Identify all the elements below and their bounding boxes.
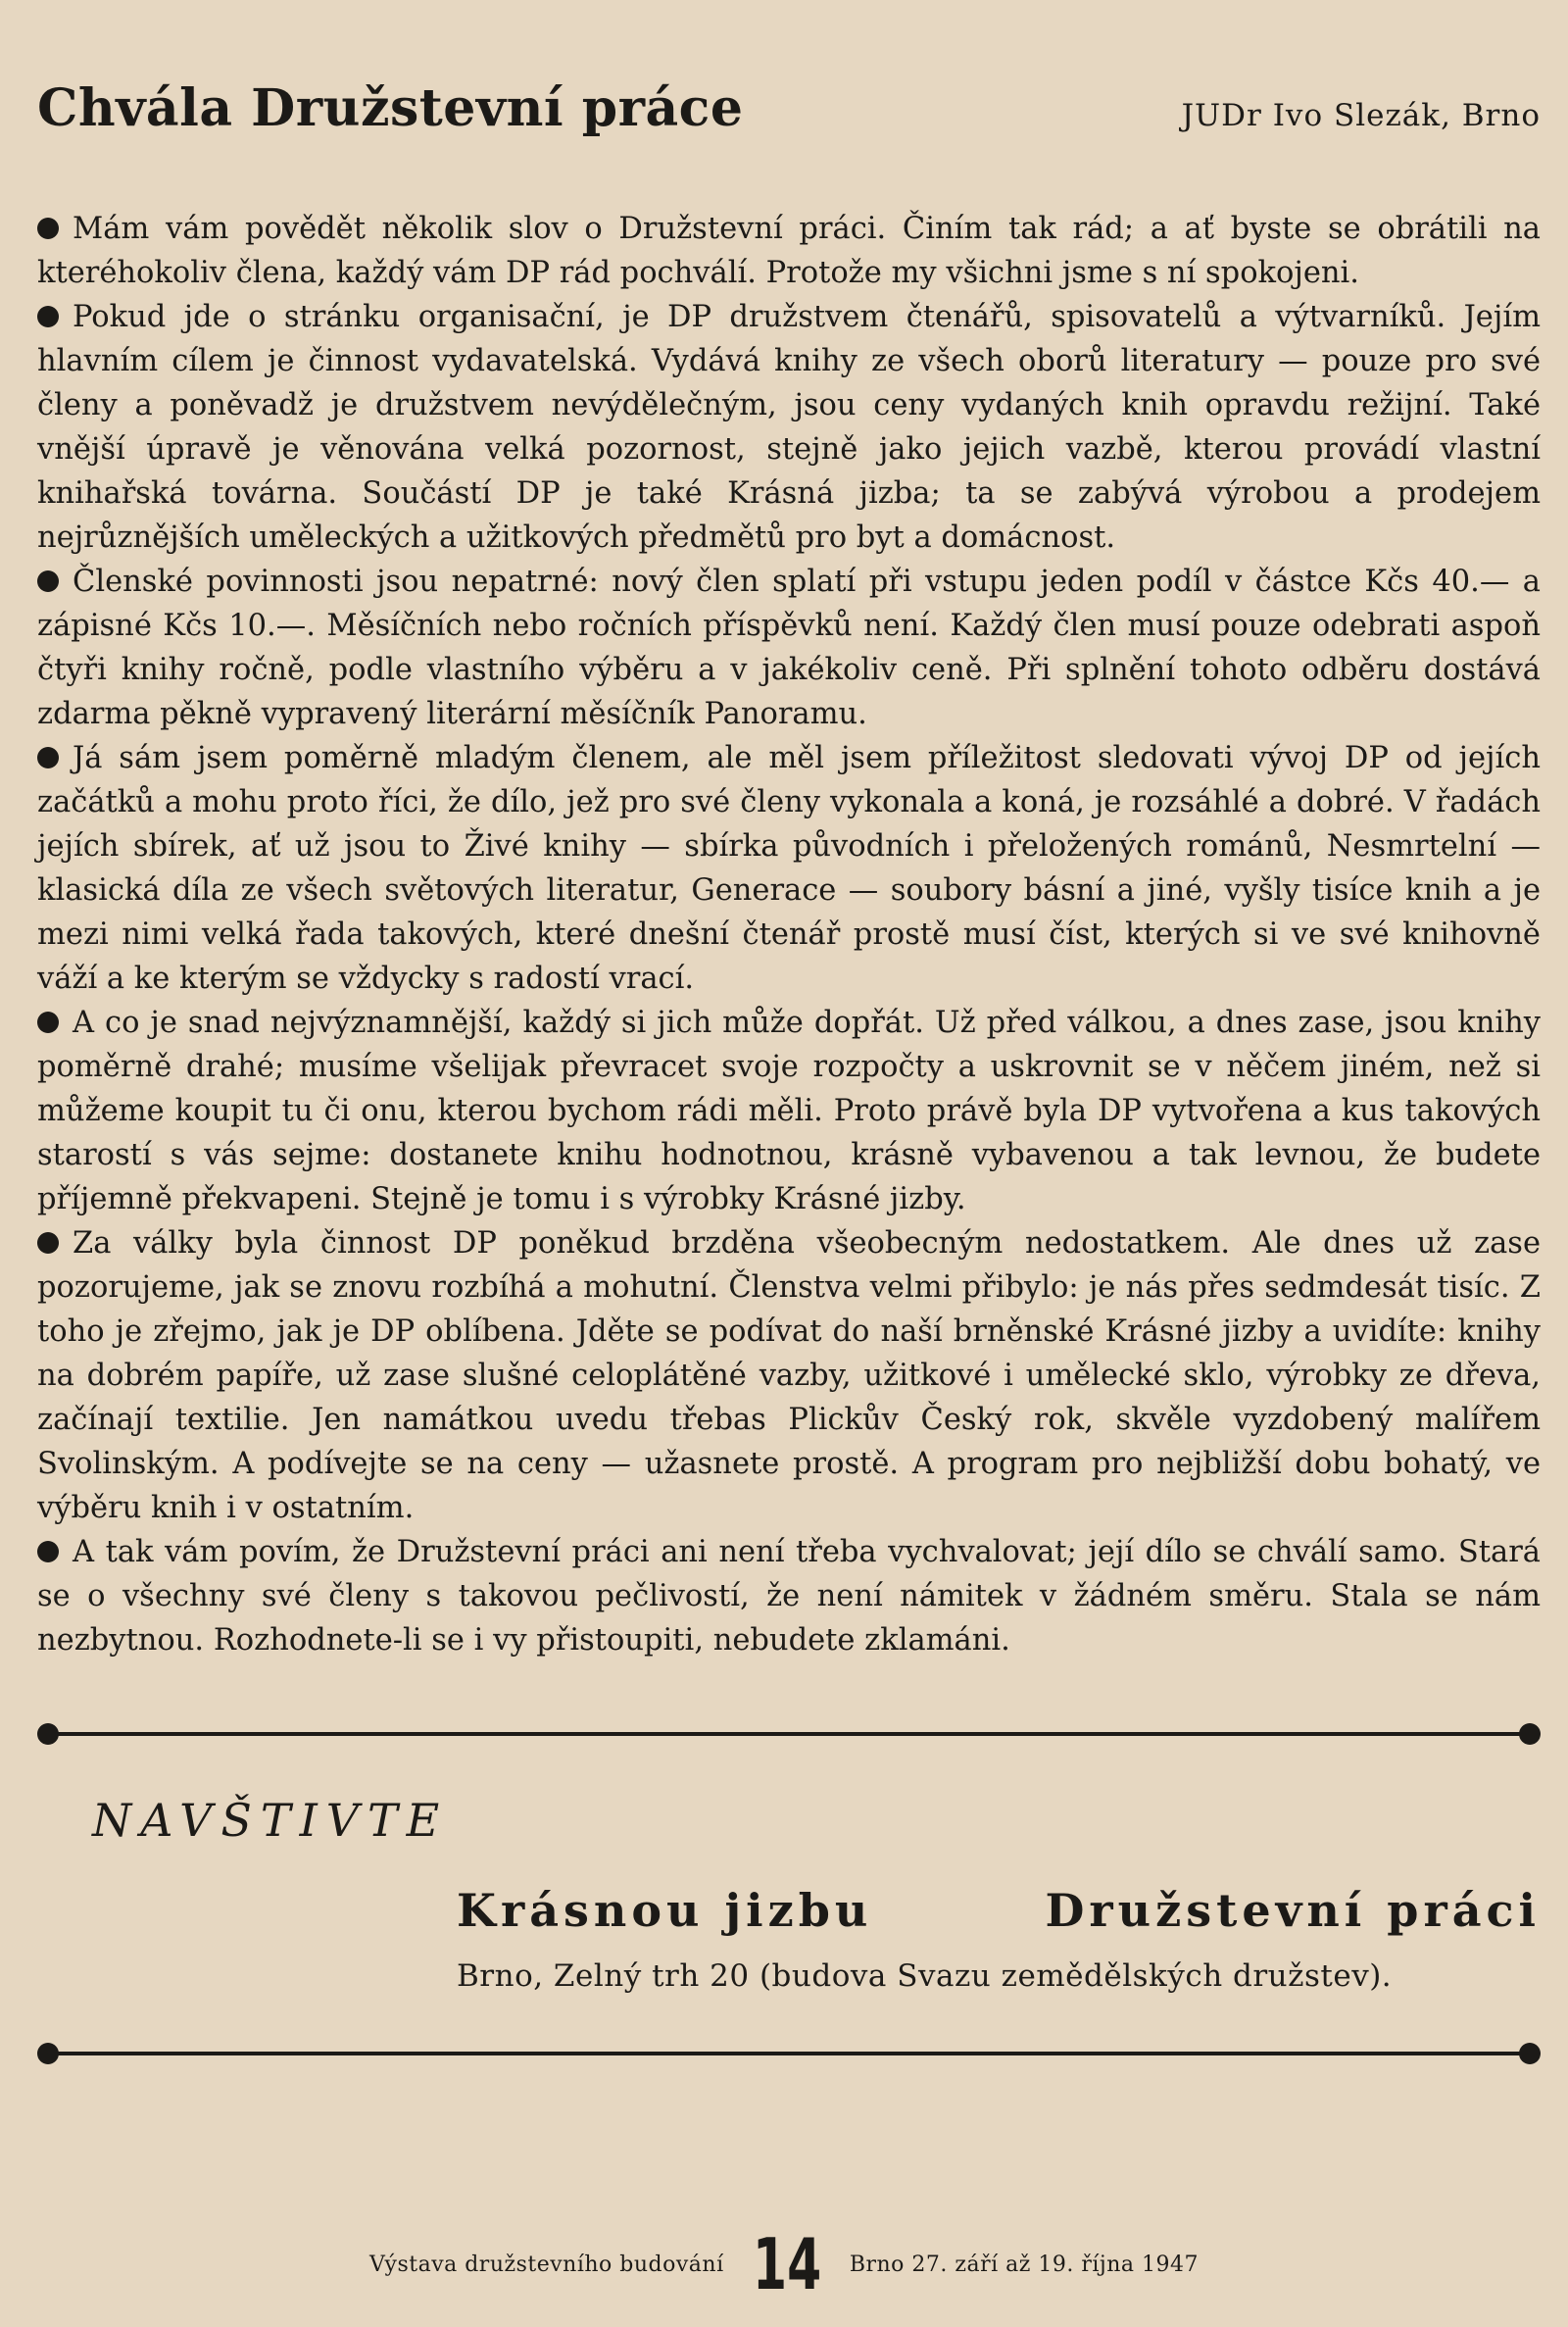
article-header [37,78,1541,138]
bullet-icon [37,1012,59,1033]
page [37,78,1541,2064]
divider-line [47,2052,1531,2055]
bullet-icon [37,747,59,768]
visit-address: Brno, Zelný trh 20 (budova Svazu zemědělských družstev). [457,1958,1393,1994]
article-author: JUDr Ivo Slezák, Brno [1181,98,1541,133]
article-paragraph: A tak vám povím, že Družstevní práci ani není třeba vychvalovat; její dílo se chválí samo. Stará se o všechny své členy s takovou pečlivostí, že není námitek v žádném směru. Stala se nám nezbytnou. Rozhodnete-li se i vy přistoupiti, nebudete zklamáni. [37,1535,1541,1658]
bullet-icon [37,570,59,592]
article-body [37,207,1541,1662]
page-number: 14 [752,2223,821,2305]
page-footer [0,2223,1568,2305]
article-paragraph: A co je snad nejvýznamnější, každý si jich může dopřát. Už před válkou, a dnes zase, jsou knihy poměrně drahé; musíme všelijak převracet svoje rozpočty a uskrovnit se v něčem jiném, než si můžeme koupit tu či onu, kterou bychom rádi měli. Proto právě byla DP vytvořena a kus takových starostí s vás sejme: dostanete knihu hodnotnou, krásně vybavenou a tak levnou, že budete příjemně překvapeni. Stejně je tomu i s výrobky Krásné jizby. [37,1006,1541,1216]
article-paragraph: Členské povinnosti jsou nepatrné: nový člen splatí při vstupu jeden podíl v částce Kčs 40.— a zápisné Kčs 10.—. Měsíčních nebo ročních příspěvků není. Každý člen musí pouze odebrati aspoň čtyři knihy ročně, podle vlastního výběru a v jakékoliv ceně. Při splnění tohoto odběru dostává zdarma pěkně vypravený literární měsíčník Panoramu. [37,565,1541,731]
article-paragraph: Pokud jde o stránku organisační, je DP družstvem čtenářů, spisovatelů a výtvarníků. Jejím hlavním cílem je činnost vydavatelská. Vydává knihy ze všech oborů literatury — pouze pro své členy a poněvadž je družstvem nevýdělečným, jsou ceny vydaných knih opravdu režijní. Také vnější úpravě je věnována velká pozornost, stejně jako jejich vazbě, kterou provádí vlastní knihařská továrna. Součástí DP je také Krásná jizba; ta se zabývá výrobou a prodejem nejrůznějších uměleckých a užitkových předmětů pro byt a domácnost. [37,300,1541,555]
bullet-icon [37,306,59,327]
visit-box [37,1745,1541,2043]
divider-dot-icon [1519,1723,1541,1745]
visit-heading: NAVŠTIVTE [92,1794,449,1847]
divider-line [47,1732,1531,1736]
divider-dot-icon [1519,2043,1541,2064]
footer-right-text: Brno 27. září až 19. října 1947 [849,2252,1199,2277]
divider-bottom [37,2043,1541,2064]
article-paragraph: Mám vám povědět několik slov o Družstevní práci. Činím tak rád; a ať byste se obrátili na kteréhokoliv člena, každý vám DP rád pochválí. Protože my všichni jsme s ní spokojeni. [37,212,1541,290]
bullet-icon [37,1232,59,1254]
divider-top [37,1723,1541,1745]
article-paragraph: Za války byla činnost DP poněkud brzděna všeobecným nedostatkem. Ale dnes už zase pozorujeme, jak se znovu rozbíhá a mohutní. Členstva velmi přibylo: je nás přes sedmdesát tisíc. Z toho je zřejmo, jak je DP oblíbena. Jděte se podívat do naší brněnské Krásné jizby a uvidíte: knihy na dobrém papíře, už zase slušné celoplátěné vazby, užitkové i umělecké sklo, výrobky ze dřeva, začínají textilie. Jen namátkou uvedu třebas Plickův Český rok, skvěle vyzdobený malířem Svolinským. A podívejte se na ceny — užasnete prostě. A program pro nejbližší dobu bohatý, ve výběru knih i v ostatním. [37,1226,1541,1525]
visit-name-druzstevni-prace: Družstevní práci [1045,1884,1541,1937]
bullet-icon [37,1541,59,1562]
article-title: Chvála Družstevní práce [37,78,744,138]
article-paragraph: Já sám jsem poměrně mladým členem, ale měl jsem příležitost sledovati vývoj DP od jejích začátků a mohu proto říci, že dílo, jež pro své členy vykonala a koná, je rozsáhlé a dobré. V řadách jejích sbírek, ať už jsou to Živé knihy — sbírka původních i přeložených románů, Nesmrtelní — klasická díla ze všech světových literatur, Generace — soubory básní a jiné, vyšly tisíce knih a je mezi nimi velká řada takových, které dnešní čtenář prostě musí číst, kterých si ve své knihovně váží a ke kterým se vždycky s radostí vrací. [37,741,1541,996]
bullet-icon [37,218,59,239]
visit-name-krasna-jizba: Krásnou jizbu [457,1884,873,1937]
visit-names [457,1884,1541,1937]
footer-left-text: Výstava družstevního budování [369,2252,724,2277]
